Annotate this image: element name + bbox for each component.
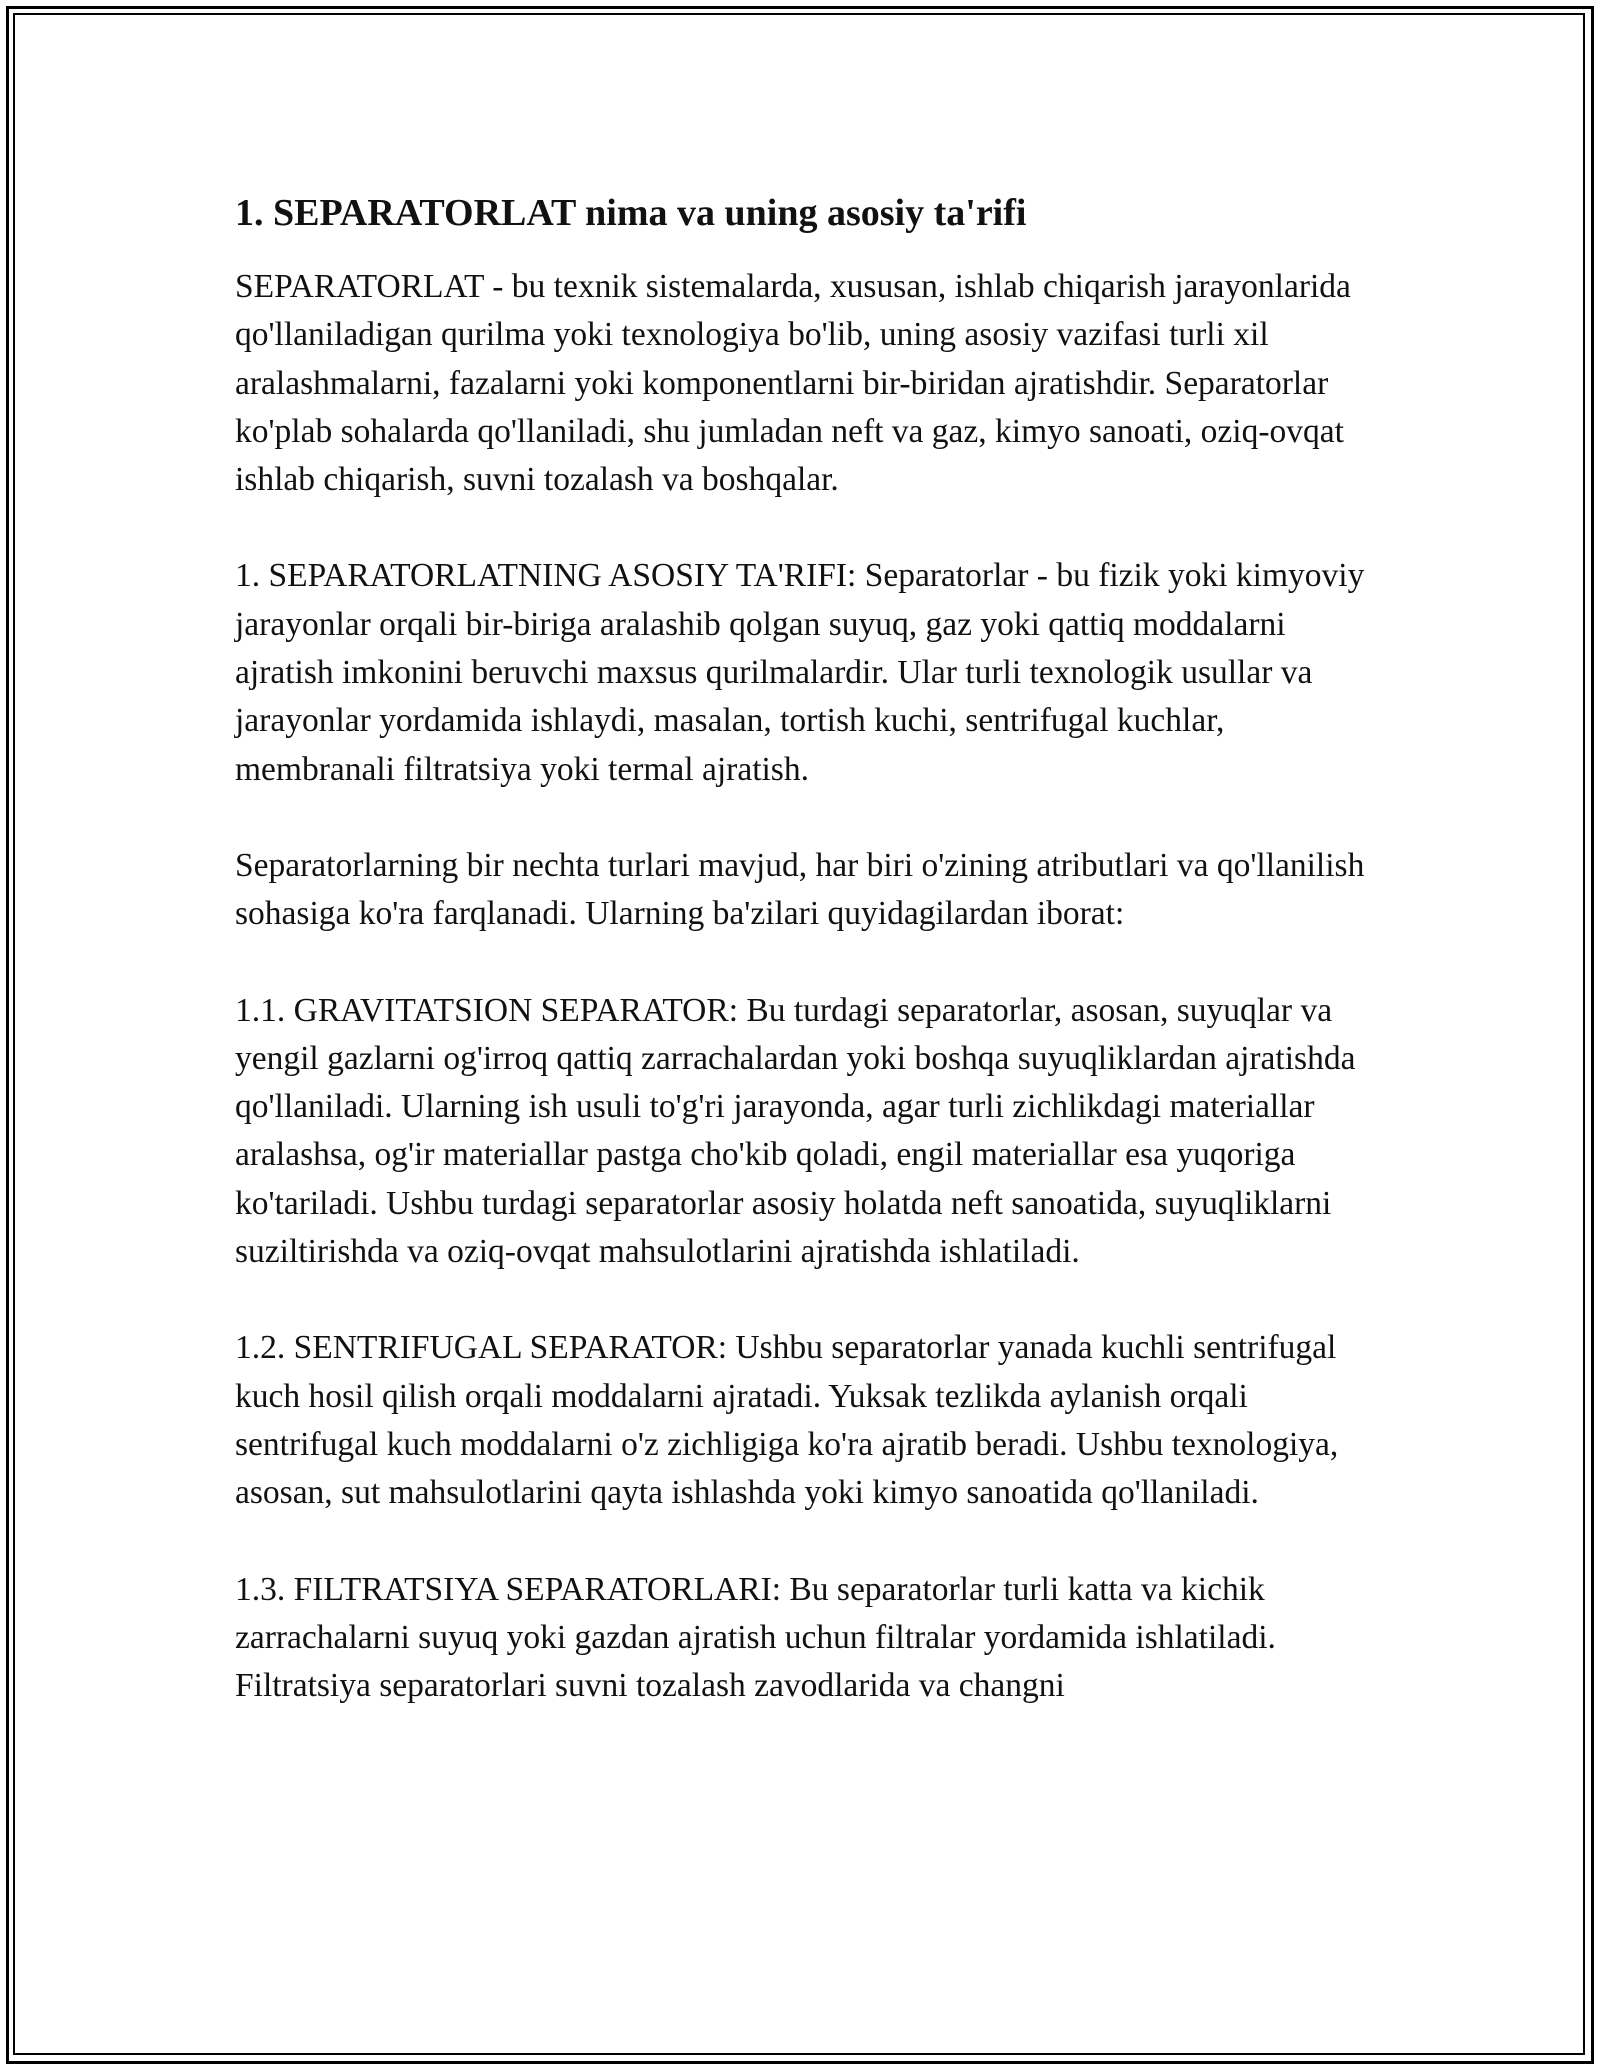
paragraph-intro: SEPARATORLAT - bu texnik sistemalarda, xususan, ishlab chiqarish jarayonlarida qo'llaniladigan qurilma yoki texnologiya bo'lib, uning asosiy vazifasi turli xil aralashmalarni, fazalarni yoki komponentlarni bir-biridan ajratishdir. Separatorlar ko'plab sohalarda qo'llaniladi, shu jumladan neft va gaz, kimyo sanoati, oziq-ovqat ishlab chiqarish, suvni tozalash va boshqalar. — [235, 268, 1351, 499]
paragraph-definition: 1. SEPARATORLATNING ASOSIY TA'RIFI: Separatorlar - bu fizik yoki kimyoviy jarayonlar orqali bir-biriga aralashib qolgan suyuq, gaz yoki qattiq moddalarni ajratish imkonini beruvchi maxsus qurilmalardir. Ular turli texnologik usullar va jarayonlar yordamida ishlaydi, masalan, tortish kuchi, sentrifugal kuchlar, membranali filtratsiya yoki termal ajratish. — [235, 557, 1365, 788]
document-title: 1. SEPARATORLAT nima va uning asosiy ta'rifi — [235, 192, 1027, 234]
paragraph-filtration-separators: 1.3. FILTRATSIYA SEPARATORLARI: Bu separatorlar turli katta va kichik zarrachalarni suyuq yoki gazdan ajratish uchun filtralar yordamida ishlatiladi. Filtratsiya separatorlari suvni tozalash zavodlarida va changni — [235, 1570, 1276, 1705]
paragraph-gravitational-separator: 1.1. GRAVITATSION SEPARATOR: Bu turdagi separatorlar, asosan, suyuqlar va yengil gazlarni og'irroq qattiq zarrachalardan yoki boshqa suyuqliklardan ajratishda qo'llaniladi. Ularning ish usuli to'g'ri jarayonda, agar turli zichlikdagi materiallar aralashsa, og'ir materiallar pastga cho'kib qoladi, engil materiallar esa yuqoriga ko'tariladi. Ushbu turdagi separatorlar asosiy holatda neft sanoatida, suyuqliklarni suziltirishda va oziq-ovqat mahsulotlarini ajratishda ishlatiladi. — [235, 991, 1356, 1271]
paragraph-types-intro: Separatorlarning bir nechta turlari mavjud, har biri o'zining atributlari va qo'llanilish sohasiga ko'ra farqlanadi. Ularning ba'zilari quyidagilardan iborat: — [235, 846, 1365, 933]
paragraph-centrifugal-separator: 1.2. SENTRIFUGAL SEPARATOR: Ushbu separatorlar yanada kuchli sentrifugal kuch hosil qilish orqali moddalarni ajratadi. Yuksak tezlikda aylanish orqali sentrifugal kuch moddalarni o'z zichligiga ko'ra ajratib beradi. Ushbu texnologiya, asosan, sut mahsulotlarini qayta ishlashda yoki kimyo sanoatida qo'llaniladi. — [235, 1329, 1339, 1512]
document-body — [235, 183, 1375, 1710]
